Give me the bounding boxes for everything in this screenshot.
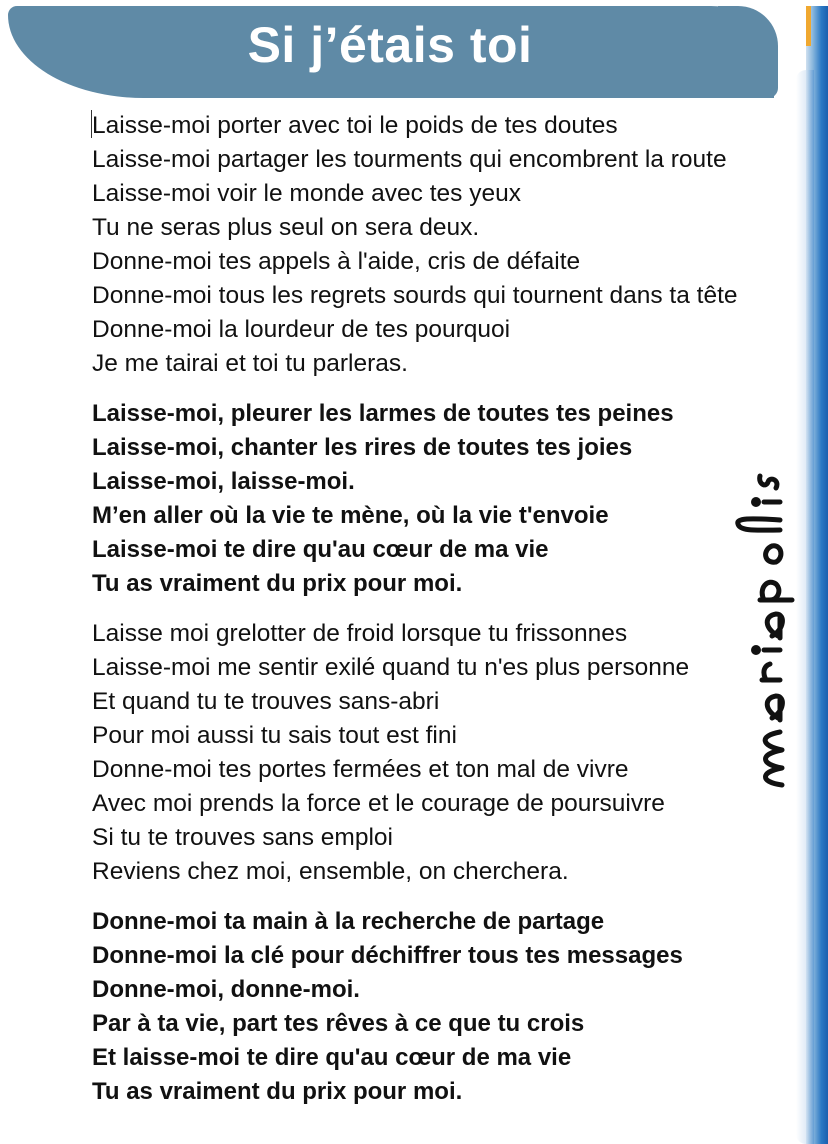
poem-line: Avec moi prends la force et le courage de poursuivre	[92, 790, 665, 817]
poem-line: M’en aller où la vie te mène, où la vie t'envoie	[92, 502, 609, 529]
poem-line: Laisse-moi me sentir exilé quand tu n'es plus personne	[92, 654, 690, 681]
poem-body	[92, 109, 808, 1125]
poem-line: Laisse-moi partager les tourments qui encombrent la route	[92, 146, 727, 173]
poem-line: Pour moi aussi tu sais tout est fini	[92, 722, 457, 749]
poem-line: Si tu te trouves sans emploi	[92, 824, 393, 851]
poem-line: Par à ta vie, part tes rêves à ce que tu crois	[92, 1010, 585, 1037]
poem-line: Et quand tu te trouves sans-abri	[92, 688, 440, 715]
poem-line: Donne-moi, donne-moi.	[92, 976, 360, 1003]
page-title: Si j’étais toi	[247, 17, 533, 73]
poem-line: Laisse-moi te dire qu'au cœur de ma vie	[92, 536, 549, 563]
poem-line: Et laisse-moi te dire qu'au cœur de ma vie	[92, 1044, 572, 1071]
stanza-1	[92, 109, 808, 381]
poem-line: Laisse-moi, chanter les rires de toutes tes joies	[92, 434, 633, 461]
stanza-2-refrain	[92, 397, 808, 601]
poem-line: Donne-moi tes appels à l'aide, cris de défaite	[92, 248, 581, 275]
poem-line: Laisse-moi porter avec toi le poids de tes doutes	[92, 112, 618, 139]
poem-line: Donne-moi la lourdeur de tes pourquoi	[92, 316, 511, 343]
poem-line: Laisse moi grelotter de froid lorsque tu frissonnes	[92, 620, 628, 647]
poem-line: Laisse-moi, pleurer les larmes de toutes tes peines	[92, 400, 674, 427]
handwritten-signature	[720, 380, 810, 790]
poem-line: Donne-moi tous les regrets sourds qui tournent dans ta tête	[92, 282, 738, 309]
poem-line: Laisse-moi voir le monde avec tes yeux	[92, 180, 521, 207]
poem-line: Tu ne seras plus seul on sera deux.	[92, 214, 480, 241]
poem-line: Donne-moi ta main à la recherche de partage	[92, 908, 605, 935]
poem-line: Donne-moi la clé pour déchiffrer tous tes messages	[92, 942, 683, 969]
stripe-accent	[806, 6, 811, 46]
stanza-4-refrain	[92, 905, 808, 1109]
poem-line: Laisse-moi, laisse-moi.	[92, 468, 355, 495]
poem-line: Reviens chez moi, ensemble, on cherchera.	[92, 858, 569, 885]
poem-line: Je me tairai et toi tu parleras.	[92, 350, 408, 377]
poem-line: Tu as vraiment du prix pour moi.	[92, 570, 463, 597]
poem-line: Donne-moi tes portes fermées et ton mal de vivre	[92, 756, 629, 783]
stanza-3	[92, 617, 808, 889]
poem-line: Tu as vraiment du prix pour moi.	[92, 1078, 463, 1105]
